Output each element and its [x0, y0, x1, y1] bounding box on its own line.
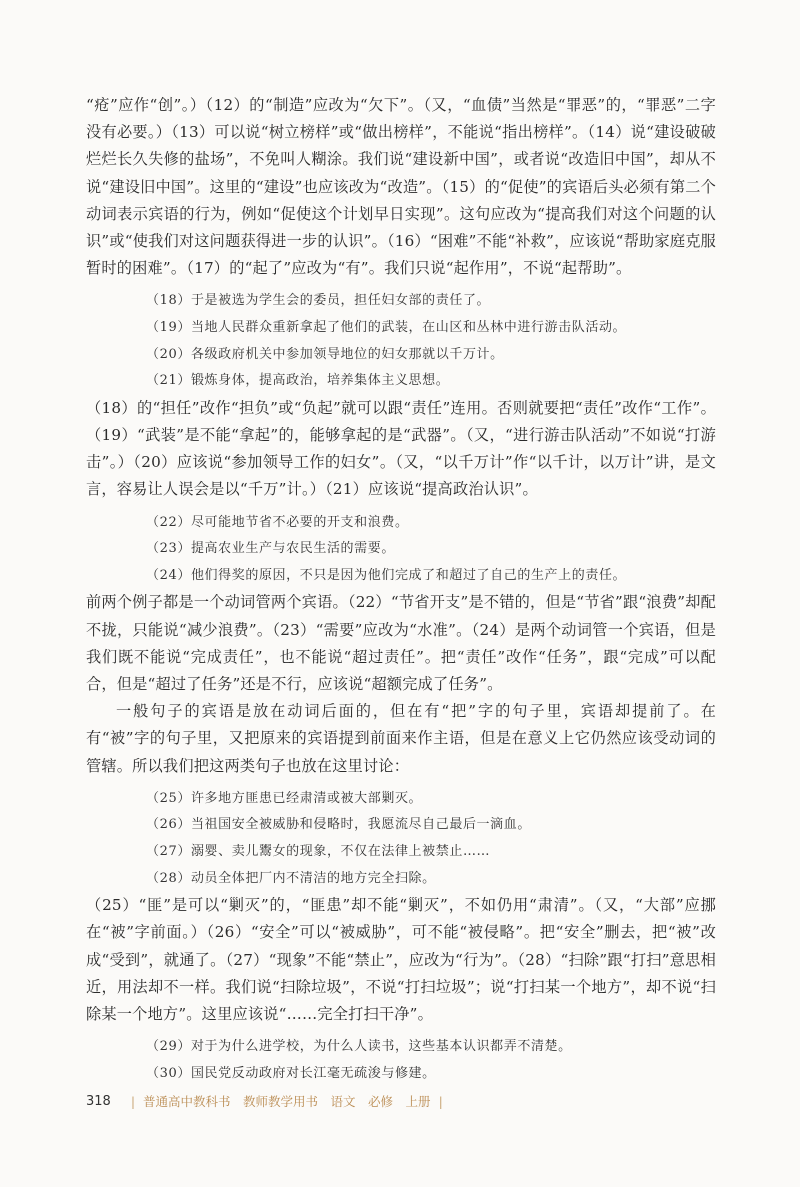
example-sentence-29: （29）对于为什么进学校，为什么人读书，这些基本认识都弄不清楚。 — [146, 1039, 572, 1055]
footer-divider-end: | — [438, 1093, 443, 1109]
example-sentence-25: （25）许多地方匪患已经肃清或被大部剿灭。 — [146, 790, 423, 806]
example-group-25-28 — [86, 786, 716, 892]
example-sentence-22: （22）尽可能地节省不必要的开支和浪费。 — [146, 514, 409, 530]
paragraph-analysis-12-17: “疮”应作“创”。）（12）的“制造”应改为“欠下”。（又，“血债”当然是“罪恶”的，“罪恶”二字没有必要。）（13）可以说“树立榜样”或“做出榜样”，不能说“指出榜样”。（14）说“建设破破烂烂长久失修的盐场”，不免叫人糊涂。我们说“建设新中国”，或者说“改造旧中国”，却从不说“建设旧中国”。这里的“建设”也应该改为“改造”。（15）的“促使”的宾语后头必须有第二个动词表示宾语的行为，例如“促使这个计划早日实现”。这句应改为“提高我们对这个问题的认识”或“使我们对这问题获得进一步的认识”。（16）“困难”不能“补救”，应该说“帮助家庭克服暂时的困难”。（17）的“起了”应改为“有”。我们只说“起作用”，不说“起帮助”。 — [86, 96, 716, 278]
example-sentence-21: （21）锻炼身体，提高政治，培养集体主义思想。 — [146, 373, 450, 389]
book-series-title: 普通高中教科书 教师教学用书 语文 必修 上册 — [143, 1094, 431, 1109]
example-sentence-28: （28）动员全体把厂内不清洁的地方完全扫除。 — [146, 870, 436, 886]
paragraph-analysis-18-21: （18）的“担任”改作“担负”或“负起”就可以跟“责任”连用。否则就要把“责任”改作“工作”。（19）“武装”是不能“拿起”的，能够拿起的是“武器”。（又，“进行游击队活动”不如说“打游击”。）（20）应该说“参加领导工作的妇女”。（又，“以千万计”作“以千计，以万计”讲，是文言，容易让人误会是以“千万”计。）（21）应该说“提高政治认识”。 — [86, 398, 716, 499]
example-sentence-26: （26）当祖国安全被威胁和侵略时，我愿流尽自己最后一滴血。 — [146, 817, 531, 833]
example-sentence-20: （20）各级政府机关中参加领导地位的妇女那就以千万计。 — [146, 346, 504, 362]
page-number: 318 — [86, 1093, 111, 1109]
page-footer — [86, 1092, 451, 1110]
example-sentence-18: （18）于是被选为学生会的委员，担任妇女部的责任了。 — [146, 293, 491, 309]
example-sentence-30: （30）国民党反动政府对长江毫无疏浚与修建。 — [146, 1065, 436, 1081]
page-content — [86, 92, 716, 1087]
example-sentence-27: （27）溺婴、卖儿鬻女的现象，不仅在法律上被禁止…… — [146, 844, 491, 859]
example-sentence-19: （19）当地人民群众重新拿起了他们的武装，在山区和丛林中进行游击队活动。 — [146, 320, 627, 336]
paragraph-analysis-25-28: （25）“匪”是可以“剿灭”的，“匪患”却不能“剿灭”，不如仍用“肃清”。（又，“大部”应挪在“被”字前面。）（26）“安全”可以“被威胁”，可不能“被侵略”。把“安全”删去，把“被”改成“受到”，就通了。（27）“现象”不能“禁止”，应改为“行为”。（28）“扫除”跟“打扫”意思相近，用法却不一样。我们说“扫除垃圾”，不说“打扫垃圾”；说“打扫某一个地方”，却不说“扫除某一个地方”。这里应该说“……完全打扫干净”。 — [86, 896, 716, 1023]
example-sentence-24: （24）他们得奖的原因，不只是因为他们完成了和超过了自己的生产上的责任。 — [146, 567, 627, 583]
example-group-22-24 — [86, 510, 716, 590]
paragraph-analysis-22-24: 前两个例子都是一个动词管两个宾语。（22）“节省开支”是不错的，但是“节省”跟“浪费”却配不拢，只能说“减少浪费”。（23）“需要”应改为“水准”。（24）是两个动词管一个宾语，但是我们既不能说“完成责任”，也不能说“超过责任”。把“责任”改作“任务”，跟“完成”可以配合，但是“超过了任务”还是不行，应该说“超额完成了任务”。 — [86, 593, 716, 693]
example-group-18-21 — [86, 288, 716, 394]
footer-divider: | — [130, 1093, 136, 1109]
paragraph-ba-bei-intro: 一般句子的宾语是放在动词后面的，但在有“把”字的句子里，宾语却提前了。在有“被”字的句子里，又把原来的宾语提到前面来作主语，但是在意义上它仍然应该受动词的管辖。所以我们把这两类句子也放在这里讨论： — [86, 702, 716, 775]
example-sentence-23: （23）提高农业生产与农民生活的需要。 — [146, 541, 395, 557]
example-group-29-30 — [86, 1034, 716, 1087]
